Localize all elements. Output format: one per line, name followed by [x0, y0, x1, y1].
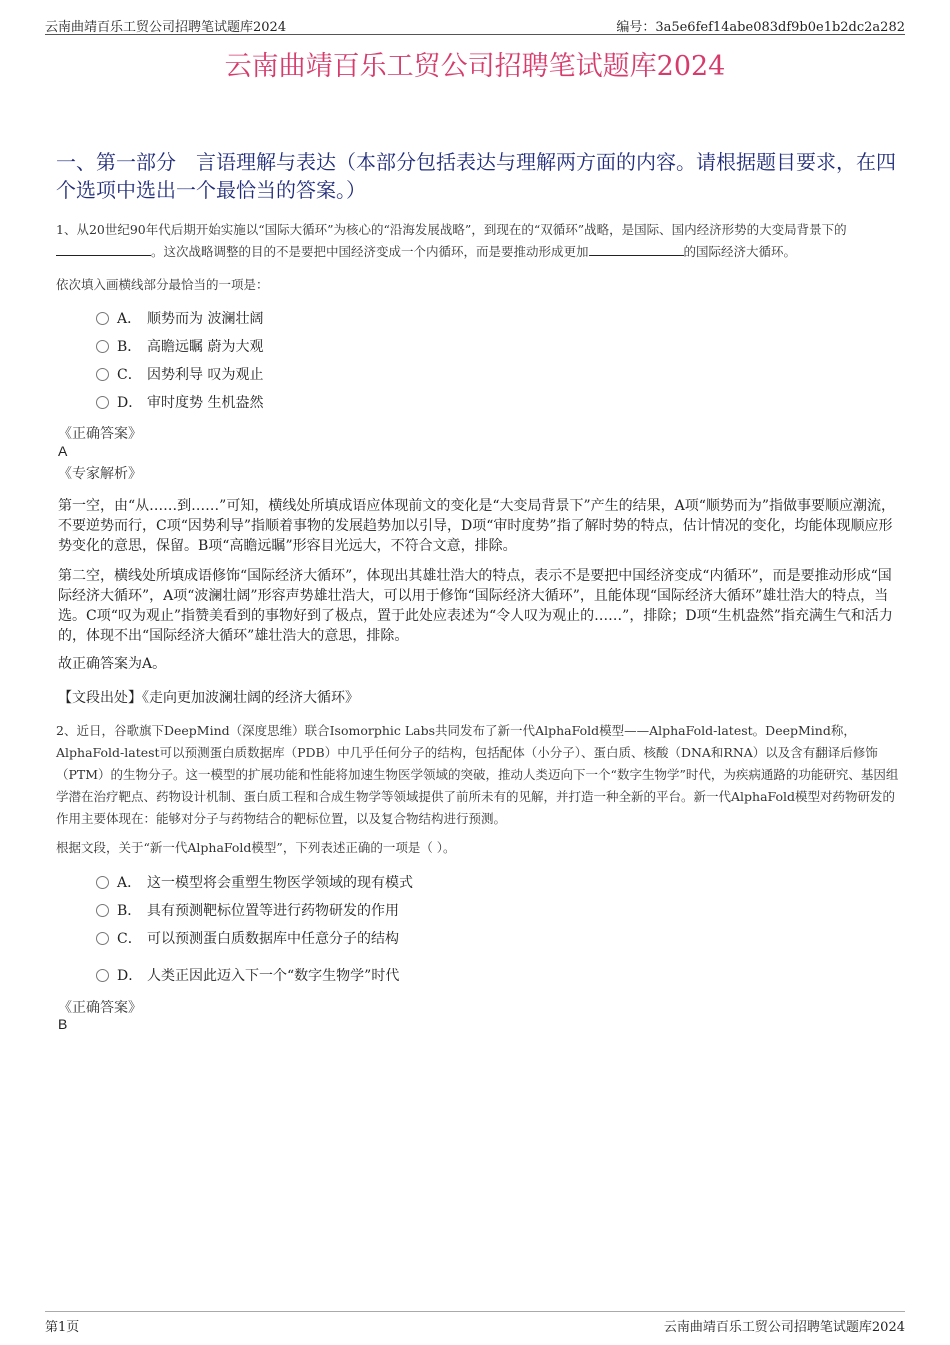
q1-analysis-paragraph-2: 第二空，横线处所填成语修饰“国际经济大循环”，体现出其雄壮浩大的特点，表示不是要把中国经济变成“内循环”，而是要推动形成“国际经济大循环”，A项“波澜壮阔”形容声势雄壮浩大，可以用于修饰“国际经济大循环”，且能体现“国际经济大循环”雄壮浩大的特点，当选。C项“叹为观止”指赞美看到的事物好到了极点，置于此处应表述为“令人叹为观止的……”，排除；D项“生机盎然”指充满生气和活力的，体现不出“国际经济大循环”雄壮浩大的意思，排除。 — [58, 568, 893, 644]
footer-title: 云南曲靖百乐工贸公司招聘笔试题库2024 — [663, 1320, 905, 1335]
q1-blank-2 — [589, 243, 684, 256]
radio-icon[interactable] — [96, 312, 109, 325]
radio-icon[interactable] — [96, 876, 109, 889]
q2-option-b[interactable]: B． 具有预测靶标位置等进行药物研发的作用 — [96, 900, 399, 922]
q1-option-a[interactable]: A． 顺势而为 波澜壮阔 — [96, 308, 263, 330]
page-footer — [45, 1311, 905, 1335]
page-header — [45, 14, 905, 35]
q1-blank-1 — [56, 243, 151, 256]
radio-icon[interactable] — [96, 969, 109, 982]
q1-analysis-paragraph-1: 第一空，由“从……到……”可知，横线处所填成语应体现前文的变化是“大变局背景下”产生的结果，A项“顺势而为”指做事要顺应潮流，不要逆势而行，C项“因势利导”指顺着事物的发展趋势加以引导，D项“审时度势”指了解时势的特点，估计情况的变化，均能体现顺应形势变化的意思，保留。B项“高瞻远瞩”形容目光远大，不符合文意，排除。 — [58, 498, 896, 554]
q1-text-part-c: 的国际经济大循环。 — [683, 244, 797, 259]
radio-icon[interactable] — [96, 932, 109, 945]
radio-icon[interactable] — [96, 340, 109, 353]
q1-option-b[interactable]: B． 高瞻远瞩 蔚为大观 — [96, 336, 263, 358]
q1-answer-label: 《正确答案》 — [58, 426, 142, 442]
q2-option-c[interactable]: C． 可以预测蛋白质数据库中任意分子的结构 — [96, 928, 399, 950]
header-doc-number: 编号：3a5e6fef14abe083df9b0e1b2dc2a282 — [616, 20, 905, 35]
q1-text-part-b: 。这次战略调整的目的不是要把中国经济变成一个内循环，而是要推动形成更加 — [151, 244, 589, 259]
q2-answer-value: B — [58, 1016, 68, 1032]
q1-source: 【文段出处】《走向更加波澜壮阔的经济大循环》 — [58, 690, 359, 706]
question-2-text: 2、近日，谷歌旗下DeepMind（深度思维）联合Isomorphic Labs共同发布了新一代AlphaFold模型——AlphaFold-latest。DeepMind称，AlphaFold-latest可以预测蛋白质数据库（PDB）中几乎任何分子的结构，包括配体（小分子）、蛋白质、核酸（DNA和RNA）以及含有翻译后修饰（PTM）的生物分子。这一模型的扩展功能和性能将加速生物医学领域的突破，推动人类迈向下一个“数字生物学”时代，为疾病通路的功能研究、基因组学潜在治疗靶点、药物设计机制、蛋白质工程和合成生物学等领域提供了前所未有的见解，并打造一种全新的平台。新一代AlphaFold模型对药物研发的作用主要体现在：能够对分子与药物结合的靶标位置，以及复合物结构进行预测。 — [56, 723, 899, 826]
q2-option-a[interactable]: A． 这一模型将会重塑生物医学领域的现有模式 — [96, 872, 413, 894]
question-1-prompt: 依次填入画横线部分最恰当的一项是： — [56, 277, 269, 292]
radio-icon[interactable] — [96, 368, 109, 381]
q1-text-part-a: 1、从20世纪90年代后期开始实施以“国际大循环”为核心的“沿海发展战略”，到现在的“双循环”战略，是国际、国内经济形势的大变局背景下的 — [56, 222, 847, 237]
q1-analysis-label: 《专家解析》 — [58, 466, 142, 482]
radio-icon[interactable] — [96, 396, 109, 409]
q2-option-d[interactable]: D． 人类正因此迈入下一个“数字生物学”时代 — [96, 965, 399, 987]
section-heading: 一、第一部分 言语理解与表达（本部分包括表达与理解两方面的内容。请根据题目要求，在四个选项中选出一个最恰当的答案。） — [56, 150, 896, 202]
radio-icon[interactable] — [96, 904, 109, 917]
footer-page-number: 第1页 — [45, 1320, 80, 1335]
header-left-title: 云南曲靖百乐工贸公司招聘笔试题库2024 — [45, 20, 287, 35]
page-title: 云南曲靖百乐工贸公司招聘笔试题库2024 — [224, 51, 726, 82]
q1-answer-value: A — [58, 443, 68, 459]
question-2-prompt: 根据文段，关于“新一代AlphaFold模型”，下列表述正确的一项是（ ）。 — [56, 840, 456, 855]
q2-answer-label: 《正确答案》 — [58, 1000, 142, 1016]
q1-option-d[interactable]: D． 审时度势 生机盎然 — [96, 392, 263, 414]
question-1-text — [56, 219, 901, 263]
q1-option-c[interactable]: C． 因势利导 叹为观止 — [96, 364, 263, 386]
q1-analysis-conclusion: 故正确答案为A。 — [58, 656, 167, 672]
